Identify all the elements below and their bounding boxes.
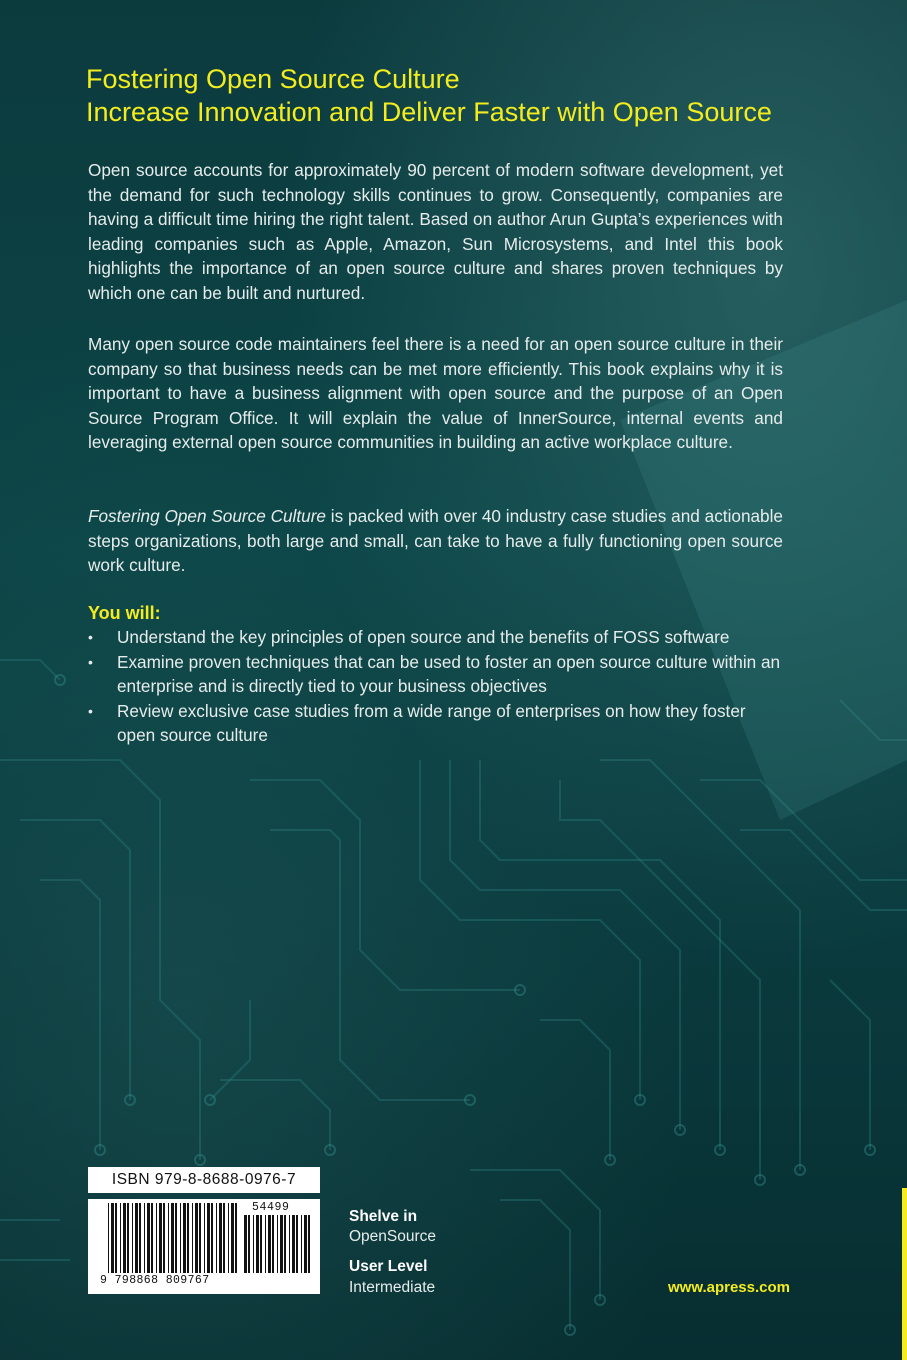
barcode-bar <box>120 1203 121 1273</box>
list-item-text: Understand the key principles of open source and the benefits of FOSS software <box>117 627 730 647</box>
barcode-bar <box>216 1203 217 1273</box>
accent-stripe <box>902 1188 907 1360</box>
book-title: Fostering Open Source Culture <box>86 64 460 94</box>
barcode-bar <box>183 1203 186 1273</box>
you-will-heading: You will: <box>88 603 161 623</box>
barcode-bar <box>253 1215 254 1273</box>
barcode-bar <box>159 1203 162 1273</box>
barcode-bar <box>151 1203 153 1273</box>
barcode-bar <box>272 1215 274 1273</box>
barcode-bar <box>256 1215 259 1273</box>
barcode-bar <box>301 1215 302 1273</box>
barcode-bar <box>268 1215 271 1273</box>
barcode-bar <box>171 1203 174 1273</box>
barcode-bar <box>248 1215 250 1273</box>
barcode-bar <box>304 1215 307 1273</box>
barcode-bar <box>147 1203 150 1273</box>
barcode-bar <box>292 1215 295 1273</box>
isbn-label: ISBN 979-8-8688-0976-7 <box>88 1167 320 1193</box>
barcode-bar <box>127 1203 129 1273</box>
barcode-bar <box>115 1203 117 1273</box>
bullet-icon: • <box>88 653 93 670</box>
paragraph-3-text: is packed with over 40 industry case studies and actionable steps organizations, both large and small, can take to have a fully functioning open source work culture. <box>88 506 783 576</box>
barcode-main-digits: 9 798868 809767 <box>100 1274 210 1287</box>
barcode-bar <box>296 1215 298 1273</box>
user-level-value: Intermediate <box>349 1279 436 1296</box>
book-title-italic: Fostering Open Source Culture <box>88 506 326 526</box>
barcode-bar <box>284 1215 286 1273</box>
barcode-bar <box>260 1215 262 1273</box>
barcode-bar <box>277 1215 278 1273</box>
barcode-bar <box>199 1203 201 1273</box>
shelve-in-label: Shelve in <box>349 1208 418 1225</box>
list-item <box>88 625 788 650</box>
barcode-bar <box>204 1203 205 1273</box>
barcode-bar <box>192 1203 193 1273</box>
barcode-bar <box>231 1203 234 1273</box>
publisher-website: www.apress.com <box>668 1279 790 1296</box>
barcode-bar <box>111 1203 114 1273</box>
description-paragraph-2: Many open source code maintainers feel there is a need for an open source culture in their company so that business needs can be met more efficiently. This book explains why it is important to have a business alignment with open source and the purpose of an Open Source Program Office. It will explain the value of InnerSource, internal events and leveraging external open source communities in building an active workplace culture. <box>88 334 783 453</box>
list-item-text: Review exclusive case studies from a wide range of enterprises on how they foster open source culture <box>117 700 746 746</box>
barcode-bar <box>168 1203 169 1273</box>
barcode-bar <box>187 1203 189 1273</box>
shelve-in-value: OpenSource <box>349 1228 437 1245</box>
barcode-bar <box>223 1203 225 1273</box>
description-paragraph-1: Open source accounts for approximately 90 percent of modern software development, yet the demand for such technology skills continues to grow. Consequently, companies are having a difficult time hiring the right talent. Based on author Arun Gupta’s experiences with leading companies such as Apple, Amazon, Sun Microsystems, and Intel this book highlights the importance of an open source culture and shares proven techniques by which one can be built and nurtured. <box>88 160 783 303</box>
barcode-bar <box>228 1203 229 1273</box>
barcode-addon-digits: 54499 <box>252 1201 290 1214</box>
barcode-bar <box>135 1203 138 1273</box>
list-item <box>88 650 788 699</box>
bullet-icon: • <box>88 702 93 719</box>
barcode <box>88 1199 320 1294</box>
barcode-bar <box>289 1215 290 1273</box>
barcode-bar <box>180 1203 181 1273</box>
barcode-bar <box>123 1203 126 1273</box>
barcode-bar <box>175 1203 177 1273</box>
barcode-bar <box>163 1203 165 1273</box>
barcode-bar <box>219 1203 222 1273</box>
barcode-bar <box>280 1215 283 1273</box>
list-item <box>88 699 788 748</box>
barcode-bar <box>195 1203 198 1273</box>
barcode-bar <box>207 1203 210 1273</box>
learning-outcomes-list <box>88 625 788 748</box>
barcode-bar <box>108 1203 109 1273</box>
barcode-bar <box>139 1203 141 1273</box>
barcode-bar <box>144 1203 145 1273</box>
barcode-bar <box>235 1203 237 1273</box>
description-paragraph-3 <box>88 504 783 578</box>
book-subtitle: Increase Innovation and Deliver Faster with Open Source <box>86 97 772 127</box>
user-level-label: User Level <box>349 1258 428 1275</box>
barcode-bar <box>156 1203 157 1273</box>
barcode-bar <box>308 1215 310 1273</box>
barcode-bar <box>265 1215 266 1273</box>
barcode-bar <box>211 1203 213 1273</box>
bullet-icon: • <box>88 629 93 645</box>
list-item-text: Examine proven techniques that can be used to foster an open source culture within an enterprise and is directly tied to your business objectives <box>117 651 781 697</box>
barcode-bar <box>244 1215 247 1273</box>
barcode-bar <box>132 1203 133 1273</box>
